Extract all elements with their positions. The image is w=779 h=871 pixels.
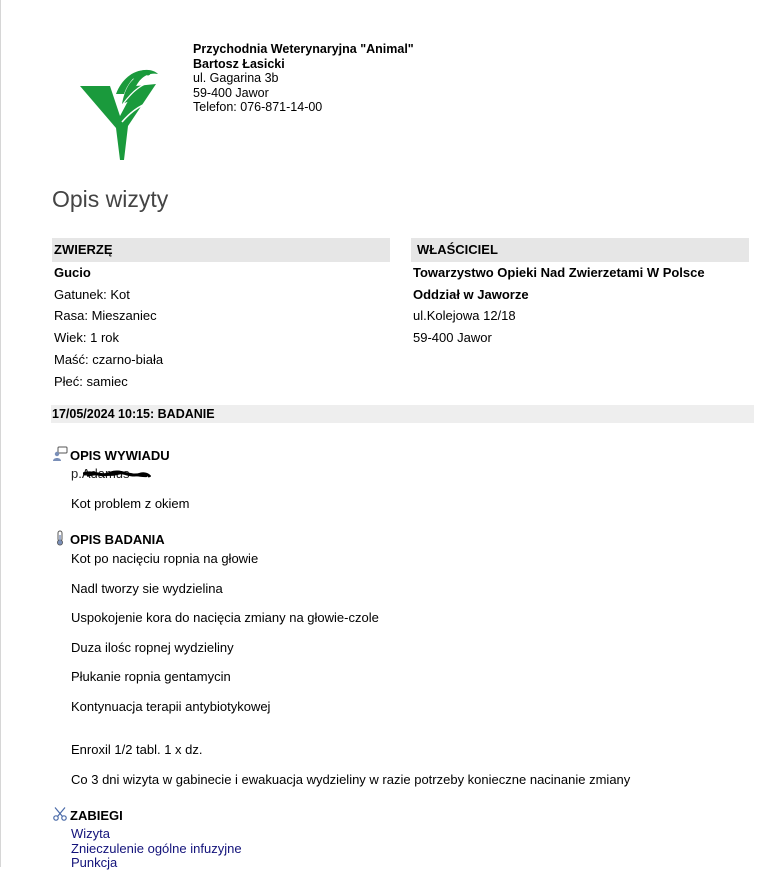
clinic-name: Przychodnia Weterynaryjna "Animal" <box>193 42 414 56</box>
animal-panel <box>52 238 390 392</box>
page-left-border <box>0 0 1 867</box>
owner-street: ul.Kolejowa 12/18 <box>413 308 516 324</box>
animal-color: Maść: czarno-biała <box>54 351 164 367</box>
interview-text: Kot problem z okiem <box>71 496 190 511</box>
clinic-phone: Telefon: 076-871-14-00 <box>193 100 323 114</box>
exam-line: Kot po nacięciu ropnia na głowie <box>71 551 259 566</box>
clinic-street: ul. Gagarina 3b <box>193 71 279 85</box>
animal-sex: Płeć: samiec <box>54 373 128 389</box>
procedures-title: ZABIEGI <box>70 808 123 823</box>
interview-icon <box>52 446 68 462</box>
clinic-owner: Bartosz Łasicki <box>193 56 285 71</box>
animal-panel-header: ZWIERZĘ <box>52 238 390 262</box>
redaction-scribble <box>83 468 151 480</box>
procedure-link-wizyta[interactable]: Wizyta <box>71 826 110 841</box>
procedure-link-puncture[interactable]: Punkcja <box>71 855 118 870</box>
animal-breed: Rasa: Mieszaniec <box>54 308 157 324</box>
scissors-icon <box>52 806 68 822</box>
owner-name-line2: Oddział w Jaworze <box>413 286 529 302</box>
interview-title: OPIS WYWIADU <box>70 448 170 463</box>
interview-section-header <box>52 446 170 464</box>
exam-line: Płukanie ropnia gentamycin <box>71 669 231 684</box>
owner-name-line1: Towarzystwo Opieki Nad Zwierzetami W Polsce <box>413 265 705 280</box>
animal-name: Gucio <box>54 265 91 280</box>
clinic-logo-icon <box>76 64 160 162</box>
page-title: Opis wizyty <box>52 186 169 212</box>
interview-redacted-line: p.Adamus <box>71 466 130 481</box>
clinic-info <box>193 42 414 115</box>
thermometer-icon <box>52 530 68 546</box>
exam-line: Duza ilośc ropnej wydzieliny <box>71 640 234 655</box>
owner-panel-header: WŁAŚCICIEL <box>411 238 749 262</box>
animal-species: Gatunek: Kot <box>54 286 130 302</box>
clinic-city: 59-400 Jawor <box>193 85 269 100</box>
exam-line: Uspokojenie kora do nacięcia zmiany na głowie-czole <box>71 610 379 625</box>
owner-panel <box>411 238 749 349</box>
procedure-link-anesthesia[interactable]: Znieczulenie ogólne infuzyjne <box>71 840 242 856</box>
examination-section-header <box>52 530 165 548</box>
animal-age: Wiek: 1 rok <box>54 330 120 346</box>
visit-header: 17/05/2024 10:15: BADANIE <box>51 405 754 423</box>
exam-line: Kontynuacja terapii antybiotykowej <box>71 699 271 714</box>
examination-title: OPIS BADANIA <box>70 532 165 547</box>
owner-city: 59-400 Jawor <box>413 330 492 346</box>
exam-line: Co 3 dni wizyta w gabinecie i ewakuacja wydzieliny w razie potrzeby konieczne nacinanie zmiany <box>71 772 631 787</box>
exam-line: Enroxil 1/2 tabl. 1 x dz. <box>71 742 203 757</box>
exam-line: Nadl tworzy sie wydzielina <box>71 581 223 596</box>
procedures-section-header <box>52 806 123 824</box>
